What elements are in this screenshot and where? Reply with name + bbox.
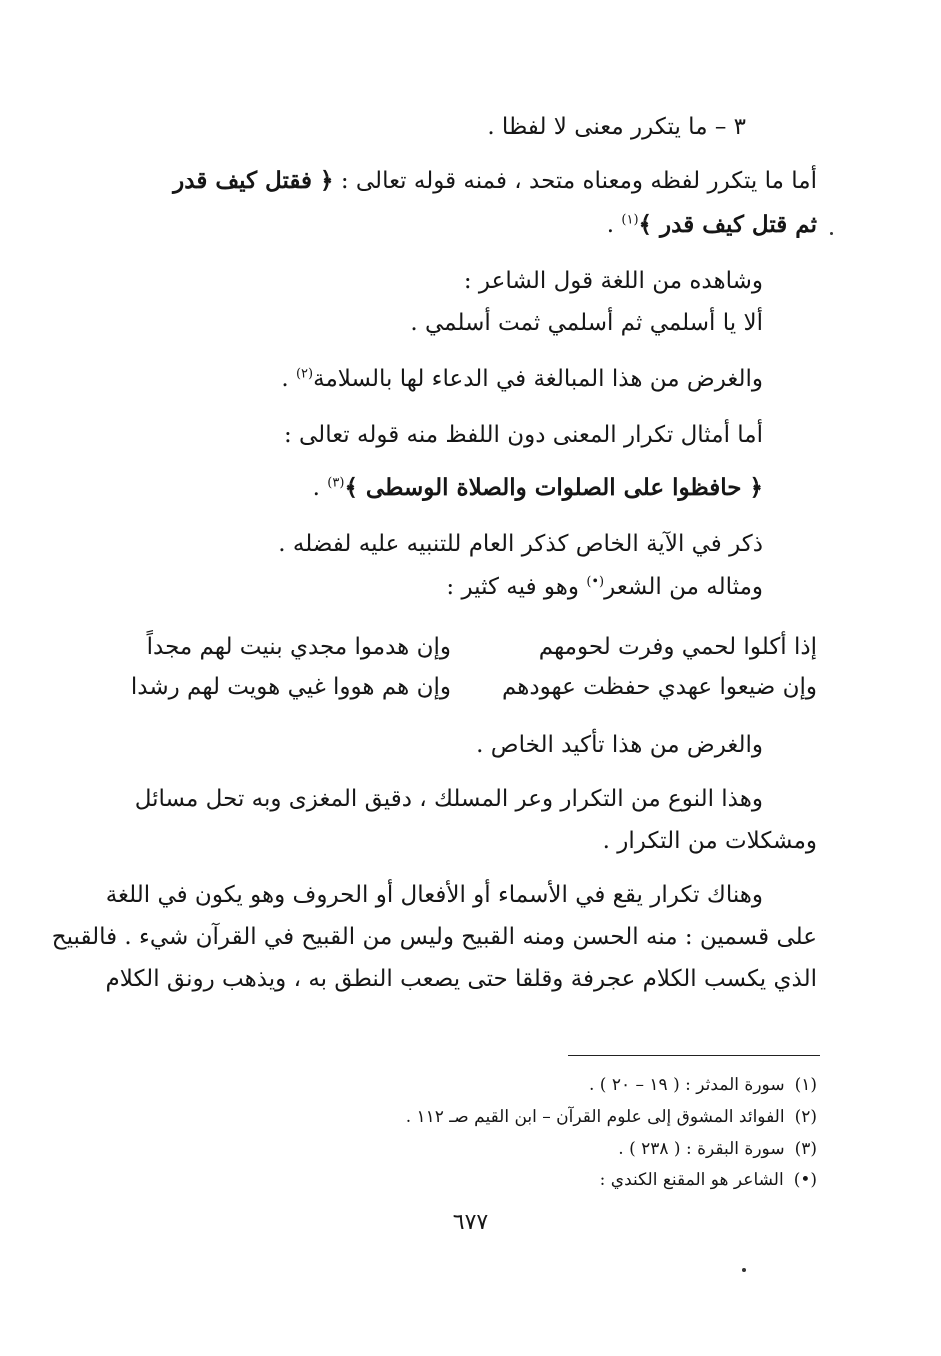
body-line-16 (106, 962, 817, 996)
line-text: ألا يا أسلمي ثم أسلمي ثمت أسلمي . (410, 310, 763, 336)
body-line-8 (313, 471, 763, 505)
verse-1-first-hemistich (539, 630, 817, 664)
quran-quote: ﴿ فقتل كيف قدر (173, 167, 334, 194)
body-line-2 (173, 164, 817, 198)
line-text: الذي يكسب الكلام عجرفة وقلقا حتى يصعب النطق به ، ويذهب رونق الكلام (105, 966, 817, 992)
footnote-number: (٣) (794, 1139, 817, 1159)
line-text: وهناك تكرار يقع في الأسماء أو الأفعال أو الحروف وهو يكون في اللغة (105, 882, 763, 908)
line-text: والغرض من هذا المبالغة في الدعاء لها بالسلامة (313, 366, 763, 392)
body-line-4 (464, 264, 763, 298)
line-text: على قسمين : منه الحسن ومنه القبيح وليس من القبيح في القرآن شيء . فالقبيح (51, 924, 817, 950)
footnote-ref-bullet: (•) (586, 574, 605, 590)
line-text: ٣ – ما يتكرر معنى لا لفظا . (487, 114, 746, 140)
footnote-3 (618, 1137, 817, 1161)
body-line-6 (281, 362, 763, 396)
footnote-ref-3: (٣) (327, 475, 345, 491)
footnote-4 (600, 1168, 817, 1192)
line-text: إذا أكلوا لحمي وفرت لحومهم (538, 634, 817, 660)
line-text: . (606, 212, 622, 238)
line-text: وهذا النوع من التكرار وعر المسلك ، دقيق المغزى وبه تحل مسائل (134, 786, 763, 812)
line-text: أما أمثال تكرار المعنى دون اللفظ منه قوله تعالى : (283, 422, 763, 448)
quran-quote: ﴿ حافظوا على الصلوات والصلاة الوسطى ﴾ (344, 474, 763, 501)
body-line-12 (135, 782, 763, 816)
scan-speck (742, 1268, 746, 1272)
footnote-text: الشاعر هو المقنع الكندي : (599, 1170, 784, 1190)
body-line-13 (603, 824, 817, 858)
footnote-ref-2: (٢) (295, 366, 314, 382)
footnote-number: (١) (794, 1075, 817, 1095)
line-text: . (312, 475, 328, 501)
footnote-text: الفوائد المشوق إلى علوم القرآن – ابن القيم صـ ١١٢ . (405, 1107, 785, 1127)
body-line-10 (446, 570, 763, 604)
footnote-separator (568, 1055, 820, 1056)
verse-2-first-hemistich (502, 670, 817, 704)
body-line-7 (284, 418, 763, 452)
footnote-number: (•) (793, 1170, 817, 1190)
footnote-2 (406, 1105, 817, 1129)
body-line-1 (487, 110, 746, 144)
footnote-number: (٢) (794, 1107, 817, 1127)
line-text: وهو فيه كثير : (446, 574, 587, 600)
line-text: أما ما يتكرر لفظه ومعناه متحد ، فمنه قوله تعالى : (340, 168, 817, 194)
line-text: وإن هدموا مجدي بنيت لهم مجداً (146, 634, 451, 660)
verse-1-second-hemistich (147, 630, 451, 664)
quran-quote: ثم قتل كيف قدر ﴾ (638, 211, 817, 238)
line-text: والغرض من هذا تأكيد الخاص . (476, 732, 763, 758)
scan-speck (830, 232, 833, 235)
body-line-3 (607, 208, 817, 242)
body-line-15 (52, 920, 817, 954)
line-text: ومثاله من الشعر (604, 574, 763, 600)
body-line-14 (106, 878, 763, 912)
body-line-11 (476, 728, 763, 762)
line-text: ومشكلات من التكرار . (602, 828, 817, 854)
footnote-text: سورة المدثر : ( ١٩ – ٢٠ ) . (589, 1075, 785, 1095)
footnote-ref-1: (١) (621, 212, 639, 228)
line-text: ذكر في الآية الخاص كذكر العام للتنبيه عليه لفضله . (278, 531, 763, 557)
footnote-1 (589, 1073, 817, 1097)
footnote-text: سورة البقرة : ( ٢٣٨ ) . (618, 1139, 785, 1159)
page-number: ٦٧٧ (452, 1210, 489, 1235)
line-text: وإن هم هووا غيي هويت لهم رشدا (130, 674, 451, 700)
body-line-5 (410, 306, 763, 340)
line-text: . (281, 366, 296, 392)
body-line-9 (278, 527, 763, 561)
line-text: وإن ضيعوا عهدي حفظت عهودهم (501, 674, 817, 700)
line-text: وشاهده من اللغة قول الشاعر : (463, 268, 763, 294)
verse-2-second-hemistich (131, 670, 451, 704)
